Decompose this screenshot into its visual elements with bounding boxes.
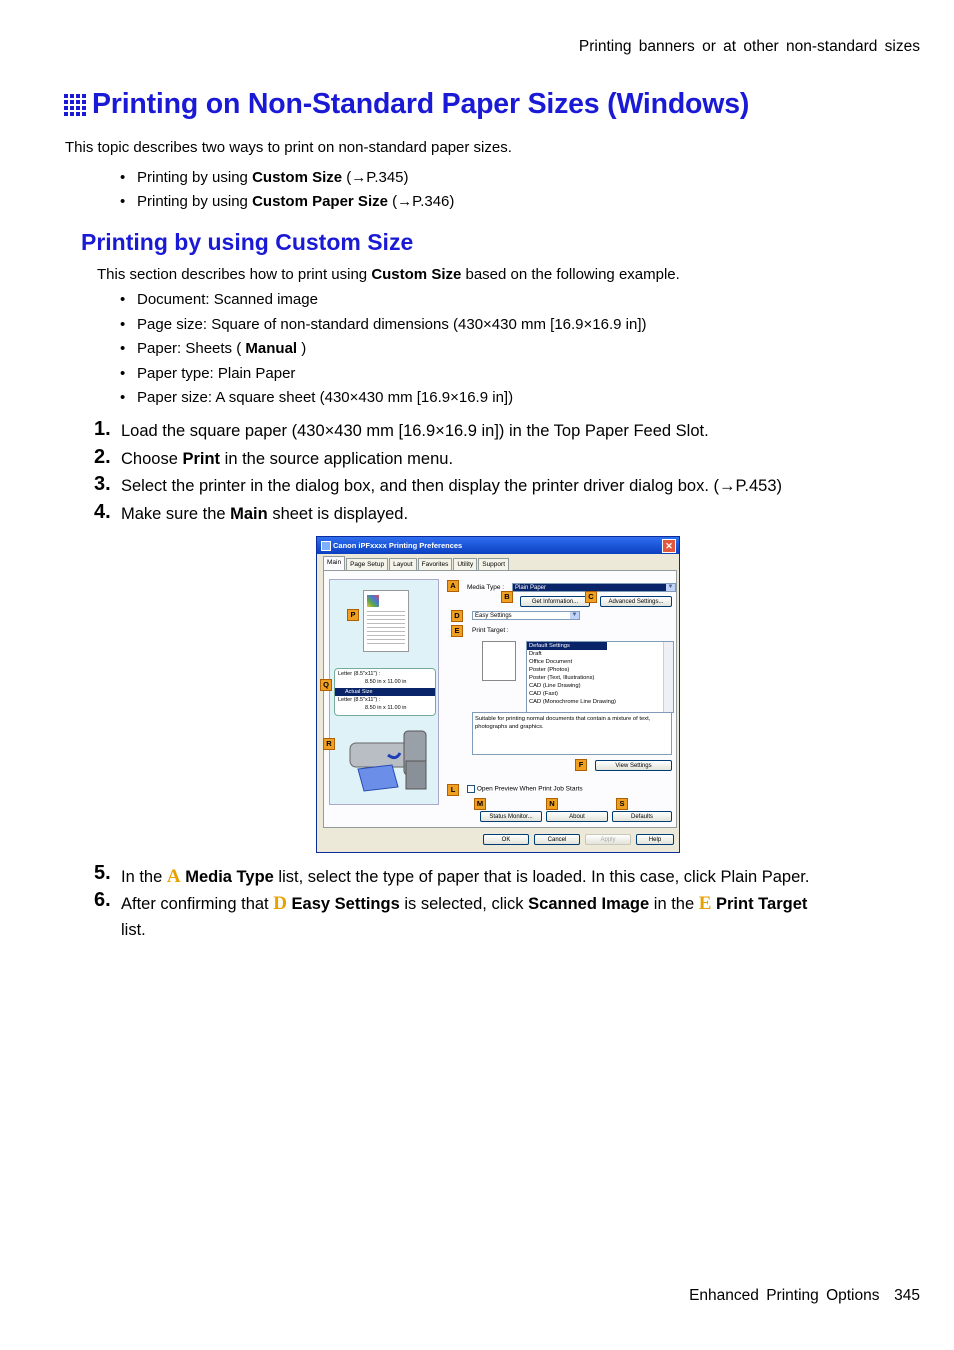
apply-button[interactable]: Apply xyxy=(585,834,631,845)
paper-preview xyxy=(363,590,409,652)
print-target-thumbnail xyxy=(482,641,516,681)
running-header: Printing banners or at other non-standard sizes xyxy=(578,38,920,55)
view-settings-button[interactable]: View Settings xyxy=(595,760,672,771)
marker-b: B xyxy=(501,591,513,603)
marker-q: Q xyxy=(320,679,332,691)
easy-settings-select[interactable]: Easy Settings ▼ xyxy=(472,611,580,620)
scrollbar[interactable] xyxy=(663,642,673,712)
printer-illustration xyxy=(344,725,432,795)
defaults-button[interactable]: Defaults xyxy=(612,811,672,822)
marker-a: A xyxy=(447,580,459,592)
print-target-list[interactable] xyxy=(526,641,674,713)
chevron-down-icon: ▼ xyxy=(571,612,578,618)
marker-p: P xyxy=(347,609,359,621)
page-footer: Enhanced Printing Options 345 xyxy=(689,1287,920,1304)
list-item[interactable]: Default Settings xyxy=(527,642,607,650)
list-item: • Printing by using Custom Size (→P.345) xyxy=(121,169,409,186)
grid-icon xyxy=(64,94,86,116)
page-number: 345 xyxy=(894,1287,920,1304)
marker-n: N xyxy=(546,798,558,810)
preview-area xyxy=(329,579,439,805)
dialog-title-bar: Canon iPFxxxx Printing Preferences ✕ xyxy=(317,537,679,554)
tab-favorites[interactable]: Favorites xyxy=(418,558,453,570)
ok-button[interactable]: OK xyxy=(483,834,529,845)
tab-bar xyxy=(323,558,510,570)
list-item: • Printing by using Custom Paper Size (→P.346) xyxy=(121,193,454,210)
printing-preferences-dialog xyxy=(316,536,680,853)
close-icon[interactable]: ✕ xyxy=(662,539,676,553)
marker-d: D xyxy=(451,610,463,622)
list-item[interactable]: Poster (Text, Illustrations) xyxy=(529,675,595,681)
status-monitor-button[interactable]: Status Monitor... xyxy=(480,811,542,822)
help-button[interactable]: Help xyxy=(636,834,674,845)
actual-size-option[interactable]: Actual Size xyxy=(335,688,435,696)
page-link[interactable]: (→P.345) xyxy=(346,169,409,186)
marker-f: F xyxy=(575,759,587,771)
marker-r: R xyxy=(323,738,335,750)
cancel-button[interactable]: Cancel xyxy=(534,834,580,845)
open-preview-checkbox[interactable]: Open Preview When Print Job Starts xyxy=(467,785,583,793)
list-item[interactable]: CAD (Monochrome Line Drawing) xyxy=(529,699,616,705)
media-type-select[interactable]: Plain Paper ▼ xyxy=(512,583,676,592)
marker-s: S xyxy=(616,798,628,810)
tab-main[interactable]: Main xyxy=(323,556,345,570)
list-item[interactable]: Office Document xyxy=(529,659,573,665)
description-box: Suitable for printing normal documents that contain a mixture of text, photographs and graphics. xyxy=(472,712,672,755)
chevron-down-icon: ▼ xyxy=(667,584,674,590)
tab-utility[interactable]: Utility xyxy=(453,558,477,570)
printer-icon xyxy=(321,541,331,551)
page-title xyxy=(64,88,749,121)
tab-support[interactable]: Support xyxy=(478,558,509,570)
tab-page-setup[interactable]: Page Setup xyxy=(346,558,388,570)
about-button[interactable]: About xyxy=(546,811,608,822)
marker-c: C xyxy=(585,591,597,603)
page-link[interactable]: (→P.346) xyxy=(392,193,455,210)
list-item: • Page size: Square of non-standard dimensions (430×430 mm [16.9×16.9 in]) xyxy=(121,316,646,333)
list-item[interactable]: CAD (Line Drawing) xyxy=(529,683,581,689)
title-text: Printing on Non-Standard Paper Sizes (Windows) xyxy=(92,88,750,120)
size-info: Letter (8.5"x11") : 8.50 in x 11.00 in Actual Size Letter (8.5"x11") : 8.50 in x 11.00 in xyxy=(334,668,436,716)
list-item: • Paper size: A square sheet (430×430 mm [16.9×16.9 in]) xyxy=(121,389,513,406)
list-item[interactable]: CAD (Fast) xyxy=(529,691,558,697)
intro-text: This topic describes two ways to print on non-standard paper sizes. xyxy=(65,139,512,156)
main-panel: Letter (8.5"x11") : 8.50 in x 11.00 in Actual Size Letter (8.5"x11") : 8.50 in x 11.00 in Media Type : Plain Paper ▼ Get Information... Advanced Settings... Easy Settings ▼ Print Target : Default Settings Draft Office Document Poster (Photos) Poster (Text, Illustrations) CAD (Line Drawing) CAD (Fast) CAD (Monochrome Line Drawing) Suitable for printing normal documents that contain a mixture of text, photographs and graphics. View Settings Open Preview When Print Job Starts Status Monitor... About Defaults xyxy=(323,570,677,828)
marker-l: L xyxy=(447,784,459,796)
list-item[interactable]: Poster (Photos) xyxy=(529,667,570,673)
marker-e: E xyxy=(451,625,463,637)
section-heading: Printing by using Custom Size xyxy=(81,229,414,255)
list-item: • Paper: Sheets ( Manual ) xyxy=(121,340,306,357)
list-item: • Paper type: Plain Paper xyxy=(121,365,295,382)
section-intro: This section describes how to print using Custom Size based on the following example. xyxy=(97,266,680,283)
marker-m: M xyxy=(474,798,486,810)
get-information-button[interactable]: Get Information... xyxy=(520,596,590,607)
list-item[interactable]: Draft xyxy=(529,651,542,657)
list-item: • Document: Scanned image xyxy=(121,291,318,308)
advanced-settings-button[interactable]: Advanced Settings... xyxy=(600,596,672,607)
tab-layout[interactable]: Layout xyxy=(389,558,417,570)
